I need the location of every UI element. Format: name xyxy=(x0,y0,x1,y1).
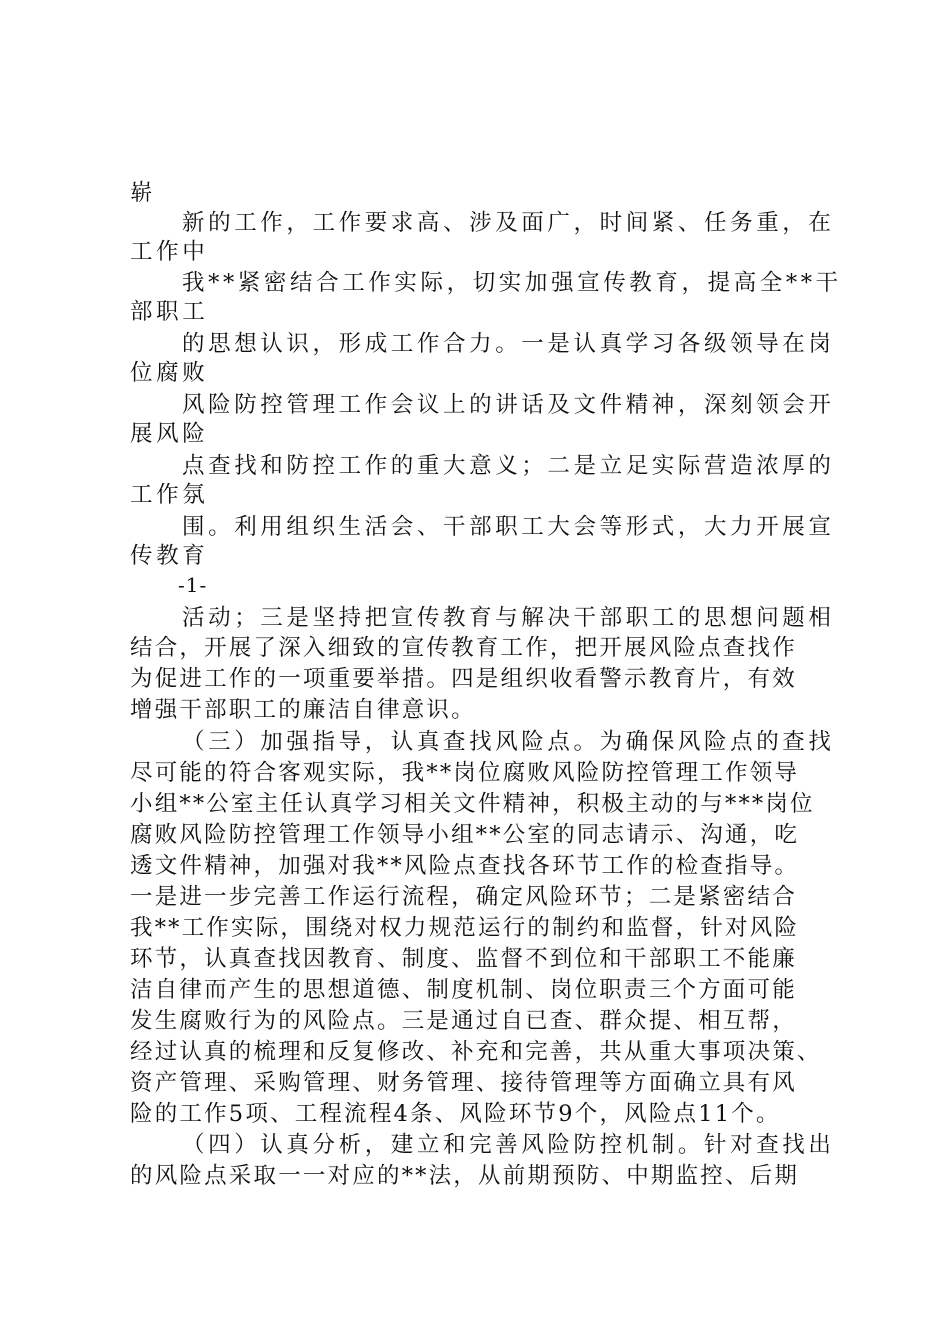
text-line: 增强干部职工的廉洁自律意识。 xyxy=(130,697,476,723)
text-line: 我**紧密结合工作实际，切实加强宣传教育，提高全**干 xyxy=(182,270,842,296)
text-line: 透文件精神，加强对我**风险点查找各环节工作的检查指导。 xyxy=(130,853,800,879)
text-line: 的风险点采取一一对应的**法，从前期预防、中期监控、后期 xyxy=(130,1163,800,1189)
text-line: 我**工作实际，围绕对权力规范运行的制约和监督，针对风险 xyxy=(130,915,800,941)
text-line: 围。利用组织生活会、干部职工大会等形式，大力开展宣 xyxy=(182,514,835,540)
text-line: （三）加强指导，认真查找风险点。为确保风险点的查找 xyxy=(182,729,835,755)
text-line: 尽可能的符合客观实际，我**岗位腐败风险防控管理工作领导 xyxy=(130,760,800,786)
text-line: 传教育 xyxy=(130,543,209,569)
text-line: 展风险 xyxy=(130,421,209,447)
text-line: 险的工作5项、工程流程4条、风险环节9个，风险点11个。 xyxy=(130,1101,781,1127)
text-line: 位腐败 xyxy=(130,360,209,386)
text-line: 为促进工作的一项重要举措。四是组织收看警示教育片，有效 xyxy=(130,666,797,692)
text-line: 结合，开展了深入细致的宣传教育工作，把开展风险点查找作 xyxy=(130,635,797,661)
text-line: 经过认真的梳理和反复修改、补充和完善，共从重大事项决策、 xyxy=(130,1039,822,1065)
text-fragment-top: 崭 xyxy=(130,180,157,206)
text-line: 新的工作，工作要求高、涉及面广，时间紧、任务重，在 xyxy=(182,210,835,236)
page-number: -1- xyxy=(178,573,208,597)
text-line: 一是进一步完善工作运行流程，确定风险环节；二是紧密结合 xyxy=(130,884,797,910)
text-line: 洁自律而产生的思想道德、制度机制、岗位职责三个方面可能 xyxy=(130,977,797,1003)
text-line: 腐败风险防控管理工作领导小组**公室的同志请示、沟通，吃 xyxy=(130,822,800,848)
text-line: 工作中 xyxy=(130,239,209,265)
text-line: （四）认真分析，建立和完善风险防控机制。针对查找出 xyxy=(182,1132,835,1158)
text-line: 小组**公室主任认真学习相关文件精神，积极主动的与***岗位 xyxy=(130,791,815,817)
text-line: 点查找和防控工作的重大意义；二是立足实际营造浓厚的 xyxy=(182,453,835,479)
text-line: 环节，认真查找因教育、制度、监督不到位和干部职工不能廉 xyxy=(130,946,797,972)
text-line: 活动；三是坚持把宣传教育与解决干部职工的思想问题相 xyxy=(182,605,835,631)
text-line: 的思想认识，形成工作合力。一是认真学习各级领导在岗 xyxy=(182,331,835,357)
text-line: 风险防控管理工作会议上的讲话及文件精神，深刻领会开 xyxy=(182,392,835,418)
text-line: 资产管理、采购管理、财务管理、接待管理等方面确立具有风 xyxy=(130,1070,797,1096)
text-line: 发生腐败行为的风险点。三是通过自已查、群众提、相互帮， xyxy=(130,1008,797,1034)
text-line: 工作氛 xyxy=(130,482,209,508)
text-line: 部职工 xyxy=(130,299,209,325)
